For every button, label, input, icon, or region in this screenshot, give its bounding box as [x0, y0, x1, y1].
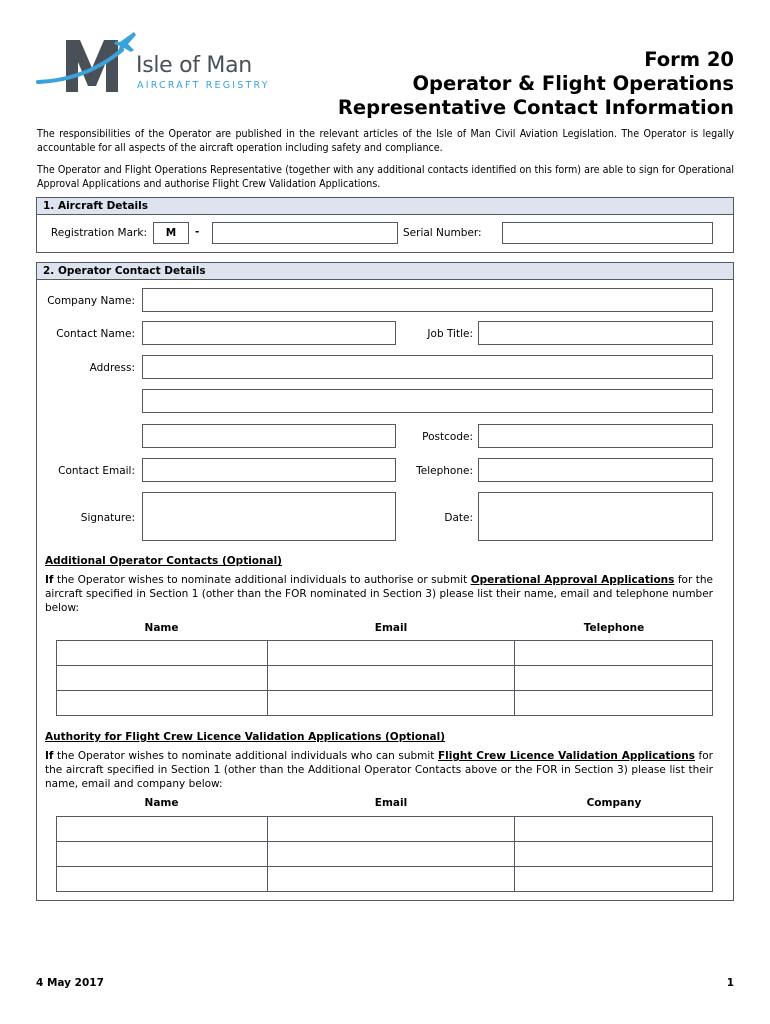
job-title-label: Job Title:	[427, 328, 473, 340]
company-cell[interactable]	[515, 817, 713, 842]
name-cell[interactable]	[57, 641, 268, 666]
registration-dash: -	[195, 226, 200, 238]
telephone-cell[interactable]	[515, 641, 713, 666]
email-cell[interactable]	[267, 842, 515, 867]
name-cell[interactable]	[57, 666, 268, 691]
table-row	[57, 691, 713, 716]
address-line-2-input[interactable]	[142, 389, 713, 413]
form-title-line3: Representative Contact Information	[337, 96, 734, 119]
company-name-input[interactable]	[142, 288, 713, 312]
section-header: 1. Aircraft Details	[37, 198, 733, 215]
name-cell[interactable]	[57, 817, 268, 842]
footer-date: 4 May 2017	[36, 977, 104, 989]
company-name-label: Company Name:	[47, 295, 135, 307]
form-title-line2: Operator & Flight Operations	[412, 72, 734, 95]
job-title-input[interactable]	[478, 321, 713, 345]
email-cell[interactable]	[267, 641, 515, 666]
date-label: Date:	[444, 512, 473, 524]
operational-approval-applications-emphasis: Operational Approval Applications	[470, 574, 675, 586]
postcode-input[interactable]	[478, 424, 713, 448]
section-aircraft-details	[36, 197, 734, 253]
registration-mark-label: Registration Mark:	[50, 227, 147, 239]
contact-email-input[interactable]	[142, 458, 396, 482]
intro-paragraph-1: The responsibilities of the Operator are published in the relevant articles of the Isle of Man Civil Aviation Legislation. The Operator is legally accountable for all aspects of the aircraft operation including safety and compliance.	[37, 128, 734, 154]
table-row	[57, 666, 713, 691]
serial-number-input[interactable]	[502, 222, 713, 244]
contact-name-label: Contact Name:	[56, 328, 135, 340]
postcode-label: Postcode:	[422, 431, 473, 443]
table-row	[57, 817, 713, 842]
additional-contacts-heading: Additional Operator Contacts (Optional)	[45, 555, 282, 567]
isle-of-man-aircraft-registry-logo	[36, 28, 296, 98]
telephone-input[interactable]	[478, 458, 713, 482]
m-plane-logo-icon	[36, 28, 136, 98]
column-header-telephone: Telephone	[583, 622, 645, 634]
logo-name: Isle of Man	[136, 53, 252, 78]
if-bold: If	[45, 574, 54, 586]
flight-crew-licence-validation-emphasis: Flight Crew Licence Validation Applications	[437, 750, 695, 762]
additional-contacts-description: If the Operator wishes to nominate additional individuals to authorise or submit Operational Approval Applications for the aircraft specified in Section 1 (other than the FOR nominated in Section 3) please list their name, email and telephone number below:	[45, 574, 713, 614]
email-cell[interactable]	[267, 817, 515, 842]
flight-crew-authority-description: If the Operator wishes to nominate additional individuals who can submit Flight Crew Licence Validation Applications for the aircraft specified in Section 1 (other than the Additional Operator Contacts above or the FOR in Section 3) please list their name, email and company below:	[45, 750, 713, 790]
telephone-cell[interactable]	[515, 691, 713, 716]
column-header-name: Name	[144, 797, 179, 809]
email-cell[interactable]	[267, 867, 515, 892]
contact-email-label: Contact Email:	[58, 465, 135, 477]
contact-name-input[interactable]	[142, 321, 396, 345]
company-cell[interactable]	[515, 842, 713, 867]
address-label: Address:	[89, 362, 135, 374]
telephone-cell[interactable]	[515, 666, 713, 691]
signature-input[interactable]	[142, 492, 396, 541]
table-row	[57, 641, 713, 666]
section-header: 2. Operator Contact Details	[37, 263, 733, 280]
column-header-email: Email	[374, 797, 408, 809]
flight-crew-authority-table	[56, 816, 713, 892]
company-cell[interactable]	[515, 867, 713, 892]
page-number: 1	[726, 977, 734, 989]
name-cell[interactable]	[57, 842, 268, 867]
address-line-1-input[interactable]	[142, 355, 713, 379]
name-cell[interactable]	[57, 691, 268, 716]
email-cell[interactable]	[267, 666, 515, 691]
email-cell[interactable]	[267, 691, 515, 716]
date-input[interactable]	[478, 492, 713, 541]
column-header-email: Email	[374, 622, 408, 634]
registration-mark-input[interactable]	[212, 222, 398, 244]
if-bold: If	[45, 750, 54, 762]
section-operator-contact-details	[36, 262, 734, 901]
address-line-3-input[interactable]	[142, 424, 396, 448]
name-cell[interactable]	[57, 867, 268, 892]
logo-subtitle: AIRCRAFT REGISTRY	[137, 80, 270, 91]
column-header-company: Company	[586, 797, 642, 809]
table-row	[57, 867, 713, 892]
telephone-label: Telephone:	[416, 465, 473, 477]
additional-contacts-table	[56, 640, 713, 716]
form-title	[338, 48, 734, 120]
intro-paragraph-2: The Operator and Flight Operations Representative (together with any additional contacts identified on this form) are able to sign for Operational Approval Applications and authorise Flight Crew Validation Applications.	[37, 164, 734, 190]
column-header-name: Name	[144, 622, 179, 634]
form-number: Form 20	[644, 48, 734, 71]
table-row	[57, 842, 713, 867]
serial-number-label: Serial Number:	[403, 227, 482, 239]
signature-label: Signature:	[80, 512, 135, 524]
flight-crew-authority-heading: Authority for Flight Crew Licence Validation Applications (Optional)	[45, 731, 446, 743]
registration-prefix-field: M	[153, 222, 189, 244]
